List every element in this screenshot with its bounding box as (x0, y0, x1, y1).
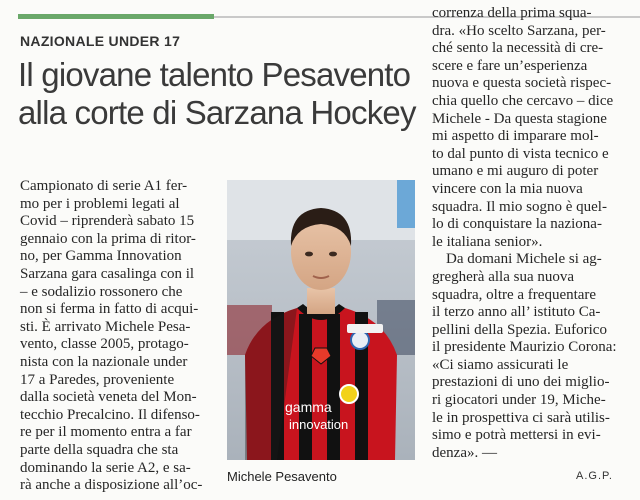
body-text-line: vento, classe 2005, protago- (20, 336, 189, 353)
body-text-line: no, per Gamma Innovation (20, 248, 182, 265)
body-text-line: le in prospettiva ci sarà utilis- (432, 409, 610, 426)
body-text-line: «Ci siamo assicurati le (432, 356, 569, 373)
body-text-line: scere e fare un’esperienza (432, 57, 588, 74)
body-text-line: non si ferma in fatto di acqui- (20, 301, 199, 318)
body-text-line: dominando la serie A2, e sa- (20, 459, 191, 476)
section-rule-accent (18, 14, 214, 19)
headline-line: Il giovane talento Pesavento (18, 56, 411, 93)
body-text-line: gennaio con la prima di ritor- (20, 230, 196, 247)
body-text-line: Campionato di serie A1 fer- (20, 178, 188, 194)
body-text-line: to dal punto di vista tecnico e (432, 145, 609, 162)
body-text-line: rà anche a disposizione all’oc- (20, 477, 203, 494)
body-text-line: re per il momento entra a far (20, 424, 192, 441)
body-text-line: parte della squadra che sta (20, 441, 179, 458)
body-text-line: il terzo anno all’ istituto Ca- (432, 304, 601, 321)
article-body-left-column (20, 178, 216, 495)
body-text-line: correnza della prima squa- (432, 5, 592, 21)
body-text-line: vincere con la mia nuova (432, 180, 583, 197)
body-text-line: pellini della Spezia. Euforico (432, 321, 607, 338)
body-text-line: ché sento la necessità di cre- (432, 40, 604, 57)
body-text-line: denza». — (432, 444, 497, 461)
body-text-line: umano e mi auguro di poter (432, 163, 599, 180)
article-body-right-column (432, 5, 638, 462)
body-text-line: nuova e questa società rispec- (432, 75, 612, 92)
body-text-line: prestazioni di uno dei miglio- (432, 374, 610, 391)
photo-caption: Michele Pesavento (227, 469, 337, 484)
body-text-line: simo e potrà mettersi in evi- (432, 427, 601, 444)
body-text-line: mo per i problemi legati al (20, 195, 180, 212)
body-text-line: mi aspetto di imparare mol- (432, 128, 599, 145)
body-text-line: chia quello che cercavo – dice (432, 92, 614, 109)
body-text-line: dra. «Ho scelto Sarzana, per- (432, 22, 606, 39)
section-label: NAZIONALE UNDER 17 (20, 33, 181, 49)
body-text-line: ri giocatori under 19, Miche- (432, 392, 606, 409)
body-text-line: – e sodalizio rossonero che (20, 283, 183, 300)
body-text-line: il presidente Maurizio Corona: (432, 339, 617, 356)
body-text-line: nista con la nazionale under (20, 353, 188, 370)
body-text-line: squadra. Il mio sogno è quel- (432, 198, 607, 215)
author-signature: A.G.P. (576, 470, 613, 482)
jersey-sponsor-line1: gamma (285, 399, 332, 415)
body-text-line: lo di conquistare la naziona- (432, 216, 602, 233)
body-text-line: Sarzana gara casalinga con il (20, 265, 195, 282)
body-text-line: tecchio Precalcino. Il difenso- (20, 406, 200, 423)
body-text-line: Michele - Da questa stagione (432, 110, 607, 127)
headline (18, 56, 428, 132)
body-text-line: gregherà alla sua nuova (432, 268, 575, 285)
body-text-line: Covid – riprenderà sabato 15 (20, 213, 195, 230)
body-text-line: Da domani Michele si ag- (446, 251, 602, 268)
body-text-line: dalla società veneta del Mon- (20, 389, 197, 406)
body-text-line: le italiana senior». (432, 233, 543, 250)
player-photo-illustration (227, 180, 415, 460)
body-text-line: sti. È arrivato Michele Pesa- (20, 318, 191, 335)
player-photo (227, 180, 415, 460)
headline-line: alla corte di Sarzana Hockey (18, 94, 416, 131)
body-text-line: 17 a Paredes, proveniente (20, 371, 175, 388)
body-text-line: squadra, oltre a frequentare (432, 286, 597, 303)
jersey-sponsor-line2: innovation (289, 417, 349, 432)
